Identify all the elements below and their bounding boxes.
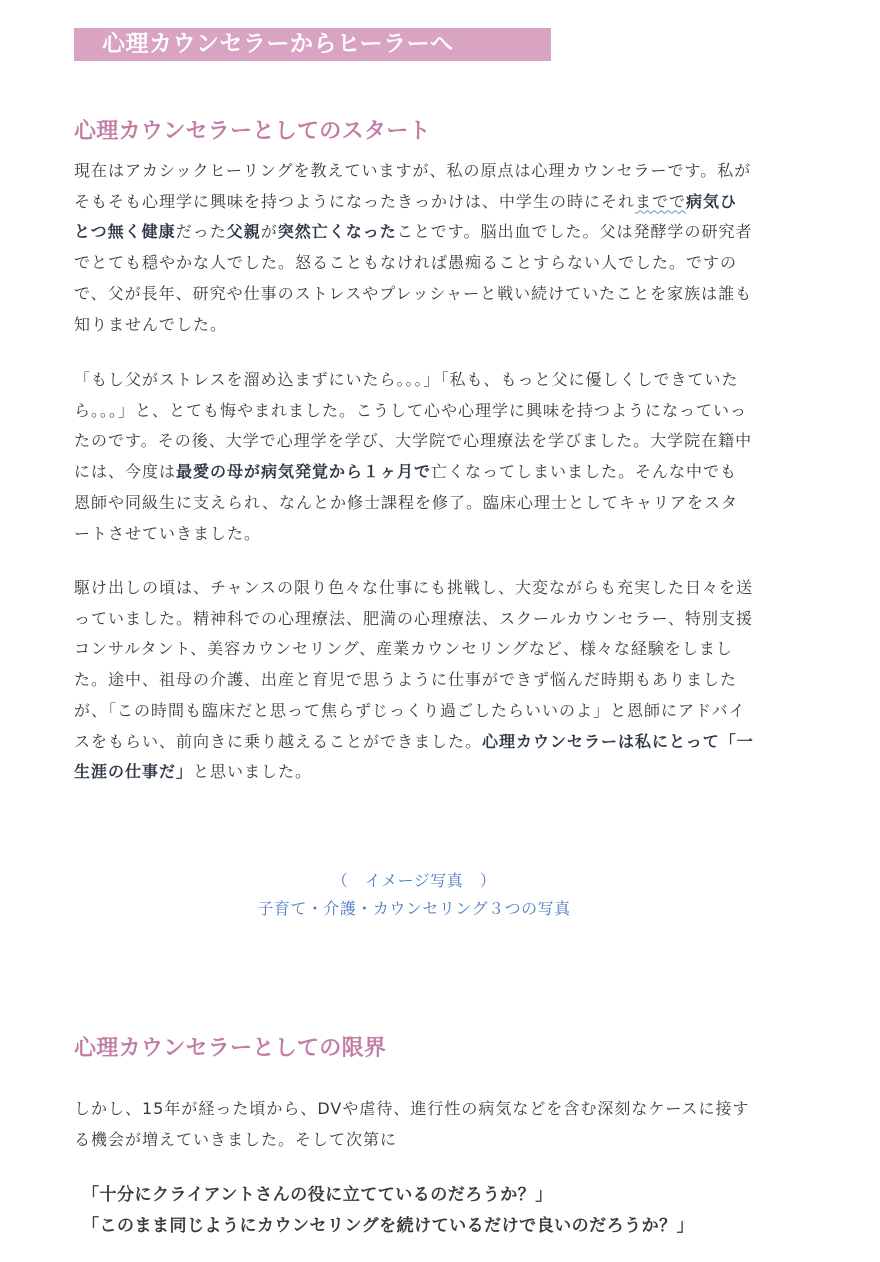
quote-question-1: 「十分にクライアントさんの役に立てているのだろうか？」: [82, 1185, 553, 1205]
text-run: ことです。脳出血でした。父は発酵学の研究者でとても穏やかな人でした。怒ることもなければ愚痴ることすらない人でした。ですので、父が長年、研究や仕事のストレスやプレッシャーと戦い続けていたことを家族は誰も知りませんでした。: [74, 222, 753, 334]
quote-question-2: 「このまま同じようにカウンセリングを続けているだけで良いのだろうか？」: [82, 1216, 695, 1236]
paragraph-limit: しかし、15年が経った頃から、DVや虐待、進行性の病気などを含む深刻なケースに接する機会が増えていきました。そして次第に: [74, 1099, 750, 1149]
paragraph-career: [74, 573, 754, 788]
text-run: が: [260, 222, 278, 242]
text-run: と思いました。: [193, 762, 313, 782]
emphasis-text: 最愛の母が病気発覚から１ヶ月で: [176, 462, 432, 482]
emphasis-text: 病気ひとつ無く健康: [74, 191, 738, 242]
text-run: 「もし父がストレスを溜め込まずにいたら。。。」「私も、もっと父に優しくしできていたら。。。」と、とても悔やまれました。こうして心や心理学に興味を持つようになっていったのです。その後、大学で心理学を学び、大学院で心理療法を学びました。大学院在籍中には、今度は: [74, 370, 753, 482]
paragraph-regret: [74, 365, 754, 549]
section-heading-limit: 心理カウンセラーとしての限界: [74, 1036, 387, 1061]
section-heading-start: 心理カウンセラーとしてのスタート: [74, 119, 431, 144]
text-run-spellcheck: までで: [635, 191, 687, 211]
emphasis-text: 心理カウンセラーは私にとって「一生涯の仕事だ」: [74, 731, 754, 782]
image-placeholder-label: （ イメージ写真 ）: [331, 871, 497, 890]
emphasis-text: 突然亡くなった: [277, 222, 397, 242]
emphasis-text: 父親: [226, 222, 261, 242]
image-placeholder-caption: 子育て・介護・カウンセリング３つの写真: [257, 899, 571, 918]
text-run: だった: [175, 222, 227, 242]
page-title-banner: 心理カウンセラーからヒーラーへ: [74, 28, 551, 61]
text-run: 亡くなってしまいました。そんな中でも恩師や同級生に支えられ、なんとか修士課程を修了。臨床心理士としてキャリアをスタートさせていきました。: [74, 462, 738, 543]
text-run: 駆け出しの頃は、チャンスの限り色々な仕事にも挑戦し、大変ながらも充実した日々を送っていました。精神科での心理療法、肥満の心理療法、スクールカウンセラー、特別支援コンサルタント、美容カウンセリング、産業カウンセリングなど、様々な経験をしました。途中、祖母の介護、出産と育児で思うように仕事ができず悩んだ時期もありましたが、「この時間も臨床だと思って焦らずじっくり過ごしたらいいのよ」と恩師にアドバイスをもらい、前向きに乗り越えることができました。: [74, 578, 754, 751]
paragraph-origin: [74, 156, 754, 340]
text-run: 現在はアカシックヒーリングを教えていますが、私の原点は心理カウンセラーです。私がそもそも心理学に興味を持つようになったきっかけは、中学生の時にそれ: [74, 161, 752, 211]
